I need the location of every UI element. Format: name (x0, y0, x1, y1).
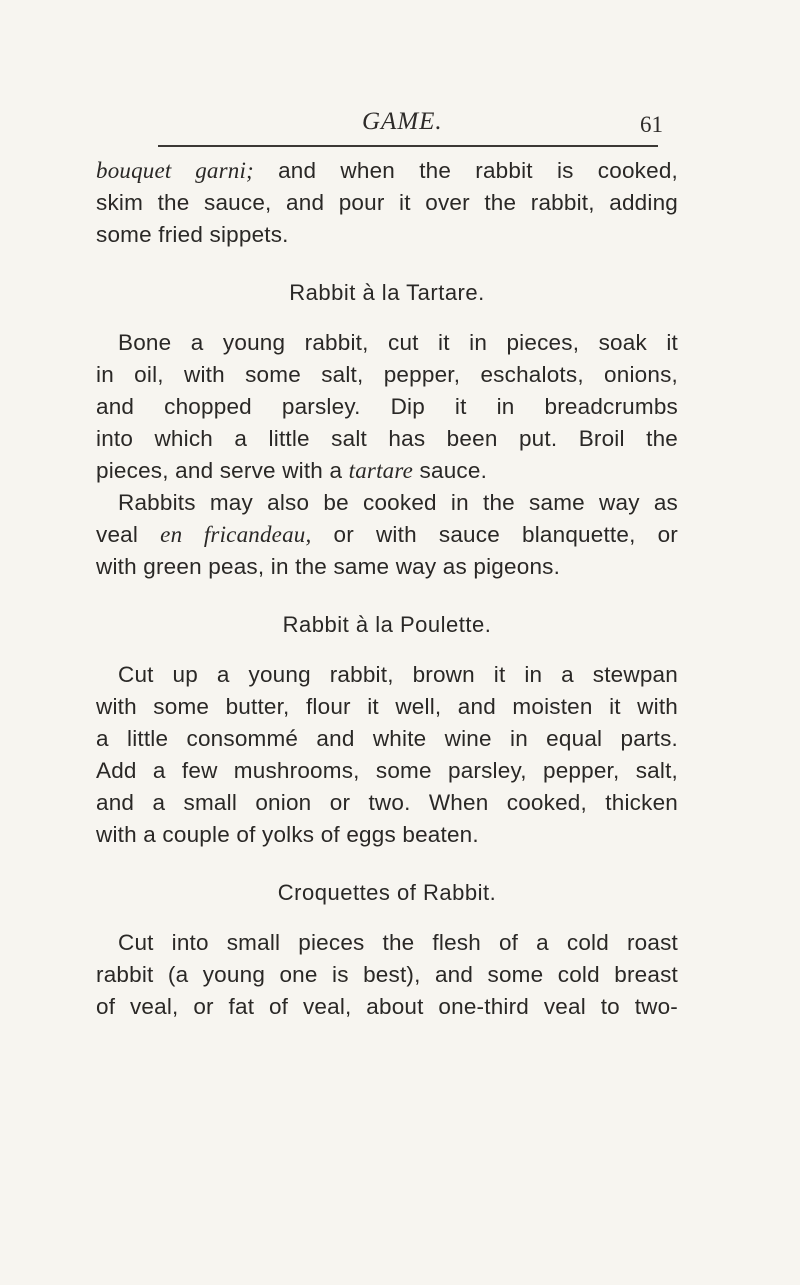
text-fragment: or with sauce blanquette, or (311, 522, 678, 547)
italic-term: en fricandeau, (160, 522, 312, 547)
tartare-paragraph-2 (96, 487, 678, 583)
text-line: into which a little salt has been put. Broil the (96, 426, 678, 451)
page-body (96, 155, 678, 1023)
text-line: Bone a young rabbit, cut it in pieces, soak it (118, 330, 678, 355)
text-line: some fried sippets. (96, 222, 289, 247)
text-line: in oil, with some salt, pepper, eschalots, onions, (96, 362, 678, 387)
text-line (96, 455, 678, 487)
text-line: a little consommé and white wine in equal parts. (96, 726, 678, 751)
text-line: Cut into small pieces the flesh of a cold roast (118, 930, 678, 955)
text-line: with green peas, in the same way as pigeons. (96, 554, 561, 579)
text-line: Cut up a young rabbit, brown it in a stewpan (118, 662, 678, 687)
recipe-heading-tartare: Rabbit à la Tartare. (289, 280, 485, 305)
text-line: rabbit (a young one is best), and some cold breast (96, 962, 678, 987)
text-fragment: veal (96, 522, 161, 547)
page-number: 61 (640, 112, 663, 137)
intro-paragraph (96, 155, 678, 251)
recipe-heading-croquettes: Croquettes of Rabbit. (277, 880, 497, 905)
croquettes-paragraph (96, 927, 678, 1023)
text-line (96, 519, 678, 551)
text-line: with a couple of yolks of eggs beaten. (96, 822, 479, 847)
running-title: GAME. (362, 108, 443, 135)
text-fragment: sauce. (413, 458, 488, 483)
text-line: Add a few mushrooms, some parsley, pepper, salt, (96, 758, 678, 783)
running-head (0, 108, 800, 148)
poulette-paragraph (96, 659, 678, 851)
italic-term: bouquet garni; (96, 158, 254, 183)
header-rule (158, 145, 658, 147)
text-fragment: pieces, and serve with a (96, 458, 349, 483)
text-line (96, 155, 678, 187)
text-line: skim the sauce, and pour it over the rabbit, adding (96, 190, 678, 215)
recipe-heading-poulette: Rabbit à la Poulette. (282, 612, 492, 637)
italic-term: tartare (348, 458, 414, 483)
text-line: and chopped parsley. Dip it in breadcrumbs (96, 394, 678, 419)
text-line: and a small onion or two. When cooked, thicken (96, 790, 678, 815)
text-line: with some butter, flour it well, and moisten it with (96, 694, 678, 719)
tartare-paragraph-1 (96, 327, 678, 487)
text-line: of veal, or fat of veal, about one-third veal to two- (96, 994, 678, 1019)
text-line: Rabbits may also be cooked in the same way as (118, 490, 678, 515)
text-fragment: and when the rabbit is cooked, (253, 158, 678, 183)
